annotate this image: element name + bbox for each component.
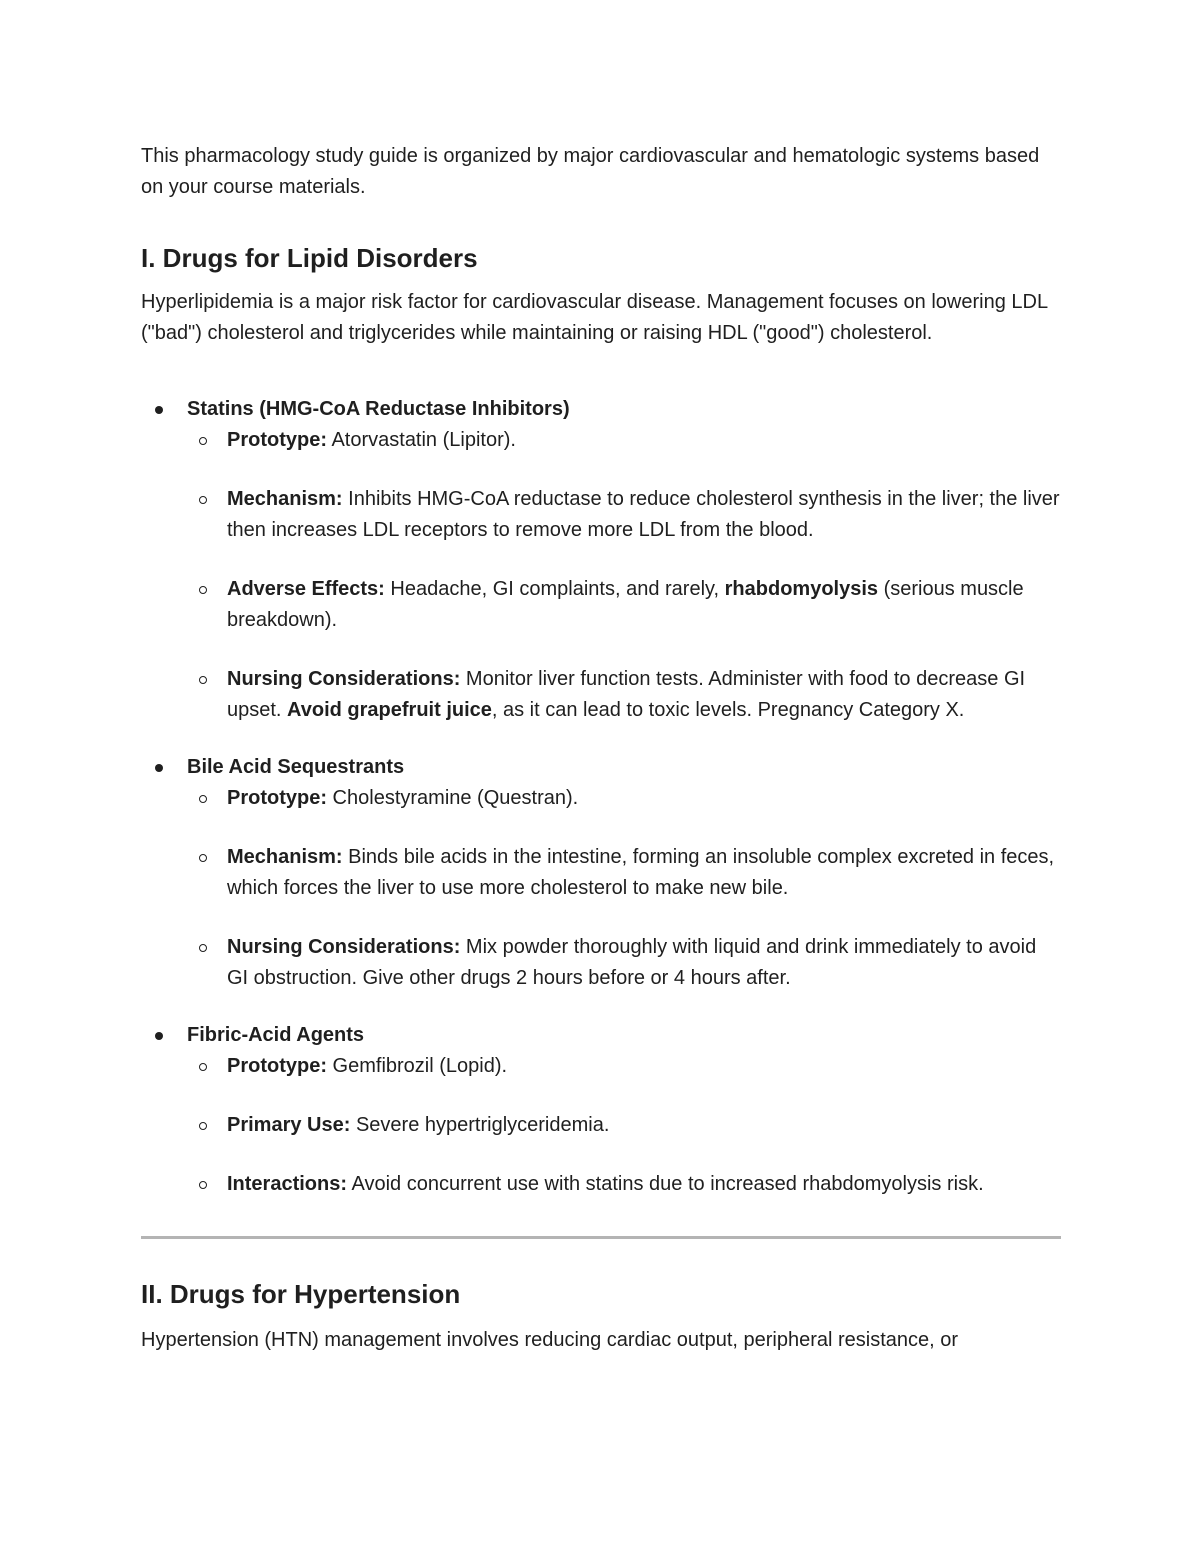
drug-class-title: Fibric-Acid Agents (187, 1024, 365, 1046)
detail-label: Prototype: (227, 787, 327, 809)
detail-text: Avoid concurrent use with statins due to increased rhabdomyolysis risk. (347, 1173, 984, 1195)
drug-class-bile-acid-sequestrants (141, 752, 1061, 994)
document-body (141, 141, 1061, 1356)
detail-text: Mix powder thoroughly with liquid and drink immediately to avoid GI obstruction. Give other drugs 2 hours before or 4 hours after. (227, 936, 1037, 989)
detail-text: Cholestyramine (Questran). (327, 787, 579, 809)
detail-mechanism (187, 484, 1061, 546)
drug-detail-list (187, 425, 1061, 726)
drug-class-list (141, 394, 1061, 1200)
detail-text: (serious muscle breakdown). (227, 578, 1024, 631)
detail-label: Nursing Considerations: (227, 668, 461, 690)
drug-detail-list (187, 783, 1061, 994)
detail-label: Prototype: (227, 429, 327, 451)
detail-primary-use (187, 1110, 1061, 1141)
section-divider (141, 1236, 1061, 1239)
detail-label: Primary Use: (227, 1114, 351, 1136)
detail-text: Gemfibrozil (Lopid). (327, 1055, 508, 1077)
detail-label: Prototype: (227, 1055, 327, 1077)
detail-label: Mechanism: (227, 846, 343, 868)
detail-text: , as it can lead to toxic levels. Pregnancy Category X. (491, 699, 965, 721)
detail-label: Mechanism: (227, 488, 343, 510)
drug-detail-list (187, 1051, 1061, 1200)
detail-emphasis: Avoid grapefruit juice (287, 699, 492, 721)
drug-class-title: Statins (HMG-CoA Reductase Inhibitors) (187, 398, 570, 420)
section-paragraph-hypertension: Hypertension (HTN) management involves reducing cardiac output, peripheral resistance, or (141, 1329, 959, 1351)
section-paragraph-lipid: Hyperlipidemia is a major risk factor for cardiovascular disease. Management focuses on lowering LDL ("bad") cholesterol and triglycerides while maintaining or raising HDL ("good") cholesterol. (141, 291, 1048, 344)
detail-text: Inhibits HMG-CoA reductase to reduce cholesterol synthesis in the liver; the liver then increases LDL receptors to remove more LDL from the blood. (227, 488, 1060, 541)
section-heading-lipid-disorders: I. Drugs for Lipid Disorders (141, 243, 478, 273)
detail-prototype (187, 1051, 1061, 1082)
detail-nursing-considerations (187, 664, 1061, 726)
detail-text: Binds bile acids in the intestine, forming an insoluble complex excreted in feces, which forces the liver to use more cholesterol to make new bile. (227, 846, 1055, 899)
detail-text: Atorvastatin (Lipitor). (327, 429, 516, 451)
intro-paragraph: This pharmacology study guide is organized by major cardiovascular and hematologic systems based on your course materials. (141, 145, 1040, 198)
detail-prototype (187, 425, 1061, 456)
detail-nursing-considerations (187, 932, 1061, 994)
detail-text: Monitor liver function tests. Administer with food to decrease GI upset. (227, 668, 1026, 721)
detail-label: Nursing Considerations: (227, 936, 461, 958)
detail-text: Severe hypertriglyceridemia. (350, 1114, 610, 1136)
detail-label: Interactions: (227, 1173, 348, 1195)
drug-class-fibric-acid-agents (141, 1020, 1061, 1200)
section-heading-hypertension: II. Drugs for Hypertension (141, 1279, 461, 1309)
detail-interactions (187, 1169, 1061, 1200)
detail-emphasis: rhabdomyolysis (724, 578, 879, 600)
detail-prototype (187, 783, 1061, 814)
drug-class-title: Bile Acid Sequestrants (187, 756, 405, 778)
drug-class-statins (141, 394, 1061, 726)
detail-label: Adverse Effects: (227, 578, 385, 600)
detail-mechanism (187, 842, 1061, 904)
detail-text: Headache, GI complaints, and rarely, (384, 578, 725, 600)
detail-adverse-effects (187, 574, 1061, 636)
